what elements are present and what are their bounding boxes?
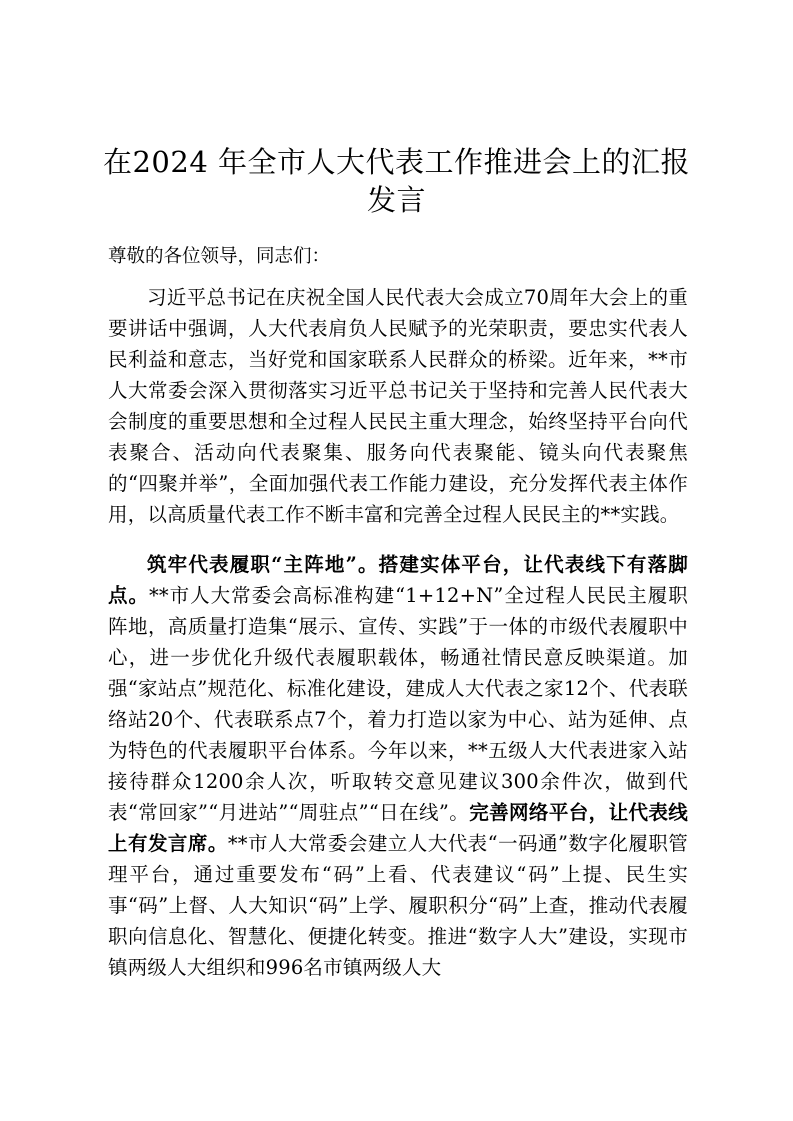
paragraph-text: **市人大常委会建立人大代表“一码通”数字化履职管理平台，通过重要发布“码”上看、代表建议“码”上提、民生实事“码”上督、人大知识“码”上学、履职积分“码”上查，推动代表履职向信息化、智慧化、便捷化转变。推进“数字人大”建设，实现市镇两级人大组织和996名市镇两级人大 bbox=[108, 832, 688, 979]
document-title: 在2024 年全市人大代表工作推进会上的汇报发言 bbox=[102, 145, 691, 217]
paragraph-text: **市人大常委会高标准构建“1+12+N”全过程人民民主履职阵地，高质量打造集“展示、宣传、实践”于一体的市级代表履职中心，进一步优化升级代表履职载体，畅通社情民意反映渠道。加强“家站点”规范化、标准化建设，建成人大代表之家12个、代表联络站20个、代表联系点7个，着力打造以家为中心、站为延伸、点为特色的代表履职平台体系。今年以来，**五级人大代表进家入站接待群众1200余人次，听取转交意见建议300余件次，做到代表“常回家”“月进站”“周驻点”“日在线”。 bbox=[108, 584, 688, 824]
greeting: 尊敬的各位领导，同志们： bbox=[108, 246, 331, 267]
paragraph-intro: 习近平总书记在庆祝全国人民代表大会成立70周年大会上的重要讲话中强调，人大代表肩负人民赋予的光荣职责，要忠实代表人民利益和意志，当好党和国家联系人民群众的桥梁。近年来，**市人大常委会深入贯彻落实习近平总书记关于坚持和完善人民代表大会制度的重要思想和全过程人民民主重大理念，始终坚持平台向代表聚合、活动向代表聚集、服务向代表聚能、镜头向代表聚焦的“四聚并举”，全面加强代表工作能力建设，充分发挥代表主体作用，以高质量代表工作不断丰富和完善全过程人民民主的**实践。 bbox=[108, 286, 688, 526]
section-heading: 筑牢代表履职“主阵地”。搭建实体平台，让代表线下有落脚点。 bbox=[108, 553, 688, 607]
paragraph-platform bbox=[108, 549, 688, 983]
section-subheading: 完善网络平台，让代表线上有发言席。 bbox=[108, 801, 689, 855]
